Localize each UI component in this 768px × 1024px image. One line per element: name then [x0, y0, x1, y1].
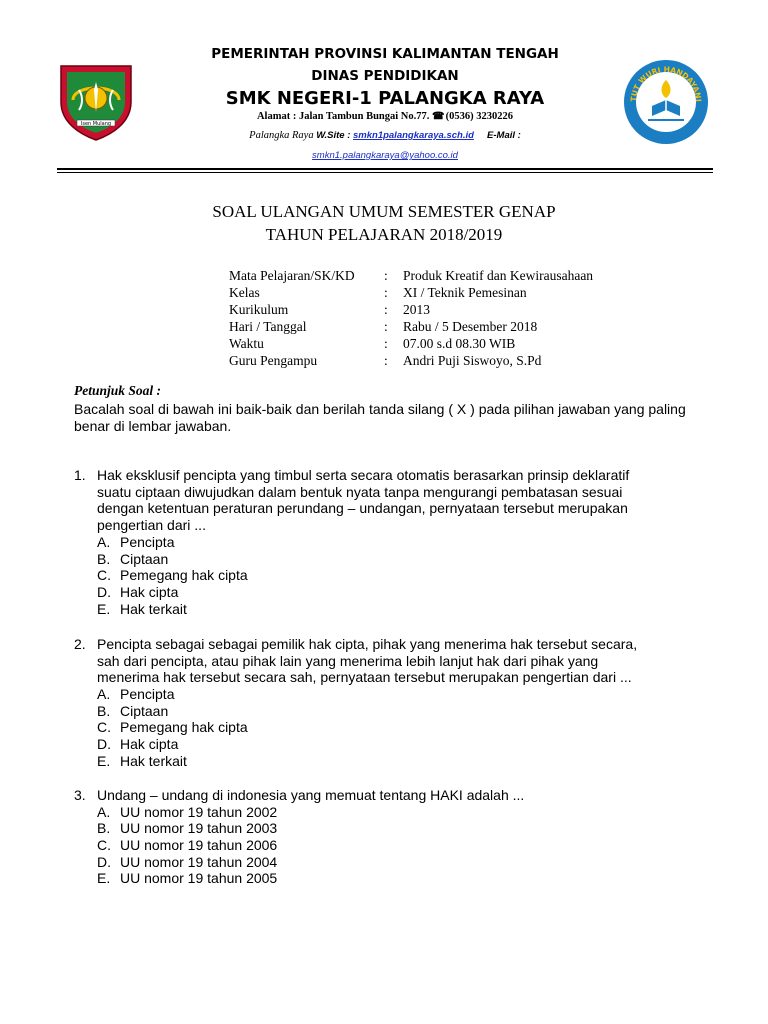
option-text: Hak cipta — [120, 583, 179, 600]
info-colon: : — [384, 302, 388, 317]
option-text: Ciptaan — [120, 550, 169, 567]
option-text: Pencipta — [120, 533, 175, 550]
question-text-line: sah dari pencipta, atau pihak lain yang menerima lebih lanjut hak dari pihak yang — [97, 652, 599, 669]
question-2 — [74, 636, 714, 770]
answer-option — [97, 736, 714, 753]
instructions-label: Petunjuk Soal : — [74, 383, 162, 398]
website-label: W.Site : — [316, 130, 351, 141]
tut-wuri-handayani-icon — [622, 58, 710, 146]
question-number: 1. — [74, 467, 86, 483]
kop-line-address — [150, 111, 620, 122]
answer-option — [97, 584, 714, 601]
info-row — [229, 284, 649, 301]
question-text-line: Pencipta sebagai sebagai pemilik hak cipta, pihak yang menerima hak tersebut secara, — [97, 636, 638, 652]
info-value: XI / Teknik Pemesinan — [403, 285, 527, 300]
kop-line-school: SMK NEGERI-1 PALANGKA RAYA — [225, 88, 545, 109]
answer-option — [97, 567, 714, 584]
option-text: UU nomor 19 tahun 2006 — [120, 837, 278, 854]
option-text: UU nomor 19 tahun 2004 — [120, 853, 278, 870]
city-text: Palangka Raya — [249, 130, 314, 141]
question-3 — [74, 787, 714, 887]
info-value: Andri Puji Siswoyo, S.Pd — [403, 353, 542, 368]
option-letter: B. — [97, 702, 111, 719]
option-text: Pemegang hak cipta — [120, 719, 248, 736]
letterhead-rule-thick — [57, 168, 713, 170]
info-value: Produk Kreatif dan Kewirausahaan — [403, 268, 594, 283]
question-number: 3. — [74, 787, 86, 803]
option-letter: D. — [97, 736, 111, 753]
kop-line-email — [150, 150, 620, 161]
question-body — [97, 636, 714, 770]
option-letter: A. — [97, 686, 111, 703]
province-emblem-icon — [57, 60, 135, 142]
info-colon: : — [384, 285, 388, 300]
option-letter: C. — [97, 837, 111, 854]
answer-option — [97, 837, 714, 854]
option-text: Ciptaan — [120, 702, 169, 719]
answer-option — [97, 534, 714, 551]
answer-option — [97, 551, 714, 568]
question-body — [97, 467, 714, 617]
kop-line-contact — [150, 130, 620, 141]
question-text-line: menerima hak tersebut secara sah, pernyataan tersebut merupakan pengertian dari ... — [97, 669, 632, 686]
logo-right-text: TUT WURI HANDAYANI — [628, 64, 704, 103]
logo-left-caption: Isen Mulang — [80, 121, 112, 127]
letterhead-rule-thin — [57, 172, 713, 173]
info-key: Mata Pelajaran/SK/KD — [229, 268, 355, 283]
option-text: Pemegang hak cipta — [120, 567, 248, 584]
option-letter: E. — [97, 870, 111, 887]
exam-info-table — [229, 267, 649, 369]
exam-title: SOAL ULANGAN UMUM SEMESTER GENAP — [212, 202, 556, 221]
question-text-line: Undang – undang di indonesia yang memuat tentang HAKI adalah ... — [97, 787, 525, 803]
info-row — [229, 318, 649, 335]
kop-line-agency: DINAS PENDIDIKAN — [311, 68, 459, 84]
answer-option — [97, 820, 714, 837]
question-text-line: Hak eksklusif pencipta yang timbul serta secara otomatis berasarkan prinsip deklaratif — [97, 467, 630, 483]
info-row — [229, 335, 649, 352]
info-value: 2013 — [403, 302, 430, 317]
option-letter: A. — [97, 803, 111, 820]
instructions-text: Bacalah soal di bawah ini baik-baik dan berilah tanda silang ( X ) pada pilihan jawaban yang paling benar di lembar jawaban. — [74, 401, 686, 434]
answer-option — [97, 854, 714, 871]
info-row — [229, 267, 649, 284]
answer-option — [97, 703, 714, 720]
info-row — [229, 352, 649, 369]
answer-option — [97, 601, 714, 618]
exam-year: TAHUN PELAJARAN 2018/2019 — [265, 225, 503, 244]
option-letter: C. — [97, 719, 111, 736]
info-value: Rabu / 5 Desember 2018 — [403, 319, 538, 334]
info-key: Kurikulum — [229, 302, 289, 317]
option-text: Hak terkait — [120, 600, 187, 617]
phone-icon: ☎ — [432, 111, 445, 122]
email-link[interactable]: smkn1.palangkaraya@yahoo.co.id — [312, 150, 458, 161]
info-key: Kelas — [229, 285, 260, 300]
option-letter: D. — [97, 853, 111, 870]
website-link[interactable]: smkn1palangkaraya.sch.id — [353, 130, 474, 141]
phone-text: (0536) 3230226 — [445, 111, 514, 122]
question-body — [97, 787, 714, 887]
option-letter: A. — [97, 533, 111, 550]
answer-option — [97, 804, 714, 821]
option-text: Hak cipta — [120, 736, 179, 753]
option-letter: B. — [97, 550, 111, 567]
question-text-line: dengan ketentuan peraturan perundang – undangan, pernyataan tersebut merupakan — [97, 500, 628, 517]
answer-option — [97, 753, 714, 770]
answer-option — [97, 719, 714, 736]
kop-line-province: PEMERINTAH PROVINSI KALIMANTAN TENGAH — [211, 46, 559, 62]
option-letter: E. — [97, 752, 111, 769]
info-row — [229, 301, 649, 318]
info-key: Hari / Tanggal — [229, 319, 307, 334]
address-text: Alamat : Jalan Tambun Bungai No.77. — [256, 111, 430, 122]
option-text: UU nomor 19 tahun 2005 — [120, 870, 278, 887]
option-letter: B. — [97, 820, 111, 837]
info-colon: : — [384, 336, 388, 351]
answer-option — [97, 686, 714, 703]
question-text-line: suatu ciptaan diwujudkan dalam bentuk nyata tanpa mengurangi pembatasan sesuai — [97, 483, 623, 500]
info-colon: : — [384, 319, 388, 334]
info-key: Waktu — [229, 336, 264, 351]
info-colon: : — [384, 268, 388, 283]
info-value: 07.00 s.d 08.30 WIB — [403, 336, 516, 351]
option-text: Pencipta — [120, 686, 175, 703]
question-1 — [74, 467, 714, 617]
info-colon: : — [384, 353, 388, 368]
option-text: UU nomor 19 tahun 2002 — [120, 803, 278, 820]
option-letter: E. — [97, 600, 111, 617]
question-text-line: pengertian dari ... — [97, 517, 206, 534]
answer-option — [97, 870, 714, 887]
option-text: UU nomor 19 tahun 2003 — [120, 820, 278, 837]
question-number: 2. — [74, 636, 86, 652]
info-key: Guru Pengampu — [229, 353, 318, 368]
email-label: E-Mail : — [487, 130, 521, 141]
option-letter: C. — [97, 567, 111, 584]
option-letter: D. — [97, 583, 111, 600]
option-text: Hak terkait — [120, 752, 187, 769]
